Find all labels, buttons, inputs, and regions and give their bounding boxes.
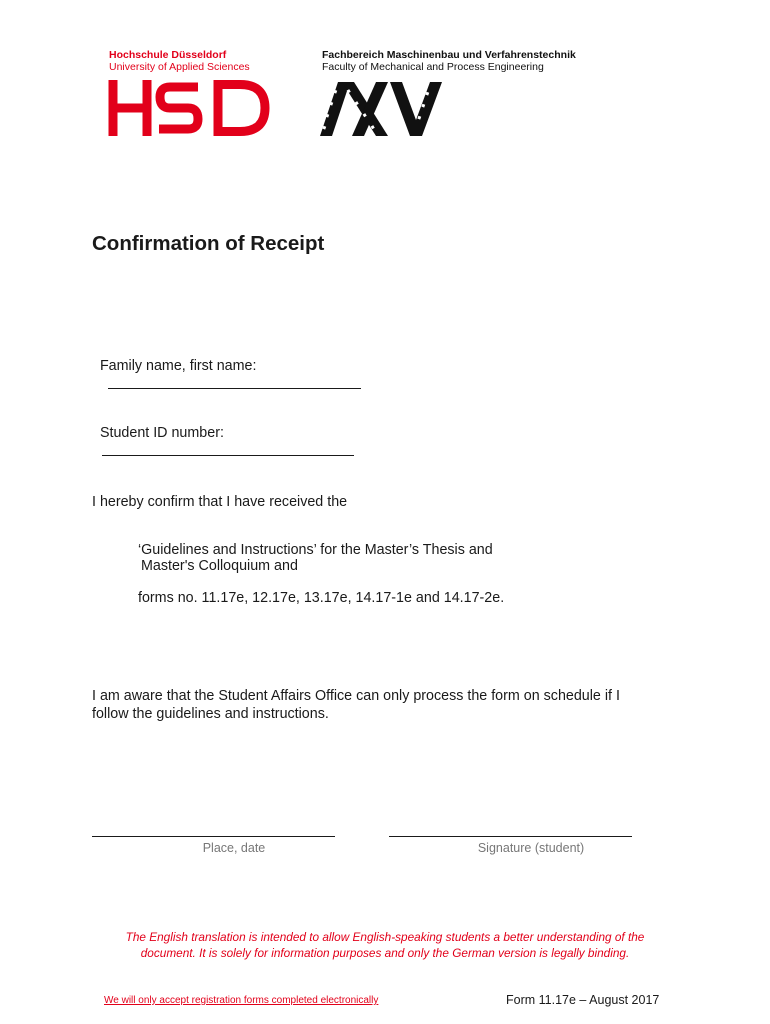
signature-field[interactable] (389, 836, 632, 837)
student-id-row (92, 409, 354, 460)
student-id-field[interactable] (102, 441, 354, 456)
electronic-forms-notice[interactable]: We will only accept registration forms completed electronically (104, 995, 379, 1006)
forms-list: forms no. 11.17e, 12.17e, 13.17e, 14.17-1e and 14.17-2e. (138, 590, 505, 606)
place-date-label: Place, date (202, 841, 266, 855)
student-id-label: Student ID number: (99, 425, 224, 441)
hsd-logo (108, 80, 270, 136)
guidelines-line-2: Master's Colloquium and (141, 558, 298, 574)
signature-label: Signature (student) (477, 841, 585, 855)
confirm-intro: I hereby confirm that I have received the (92, 494, 348, 510)
translation-notice-line-1: The English translation is intended to allow English-speaking students a better understanding of the (125, 930, 645, 944)
form-identifier: Form 11.17e – August 2017 (506, 993, 660, 1007)
mv-logo (320, 82, 448, 136)
university-name: Hochschule Düsseldorf (109, 49, 227, 61)
name-row (92, 342, 361, 393)
faculty-name: Fachbereich Maschinenbau und Verfahrenstechnik (322, 49, 576, 61)
name-label: Family name, first name: (99, 358, 257, 374)
translation-notice-line-2: document. It is solely for information purposes and only the German version is legally binding. (140, 946, 630, 960)
page-title: Confirmation of Receipt (92, 232, 325, 255)
guidelines-line-1: ‘Guidelines and Instructions’ for the Master’s Thesis and (138, 542, 493, 558)
place-date-field[interactable] (92, 836, 335, 837)
awareness-line-2: follow the guidelines and instructions. (92, 706, 329, 722)
translation-notice (90, 929, 680, 961)
name-field[interactable] (108, 374, 361, 389)
awareness-line-1: I am aware that the Student Affairs Office can only process the form on schedule if I (92, 688, 620, 704)
faculty-subtitle: Faculty of Mechanical and Process Engineering (322, 61, 544, 73)
university-subtitle: University of Applied Sciences (109, 61, 250, 73)
